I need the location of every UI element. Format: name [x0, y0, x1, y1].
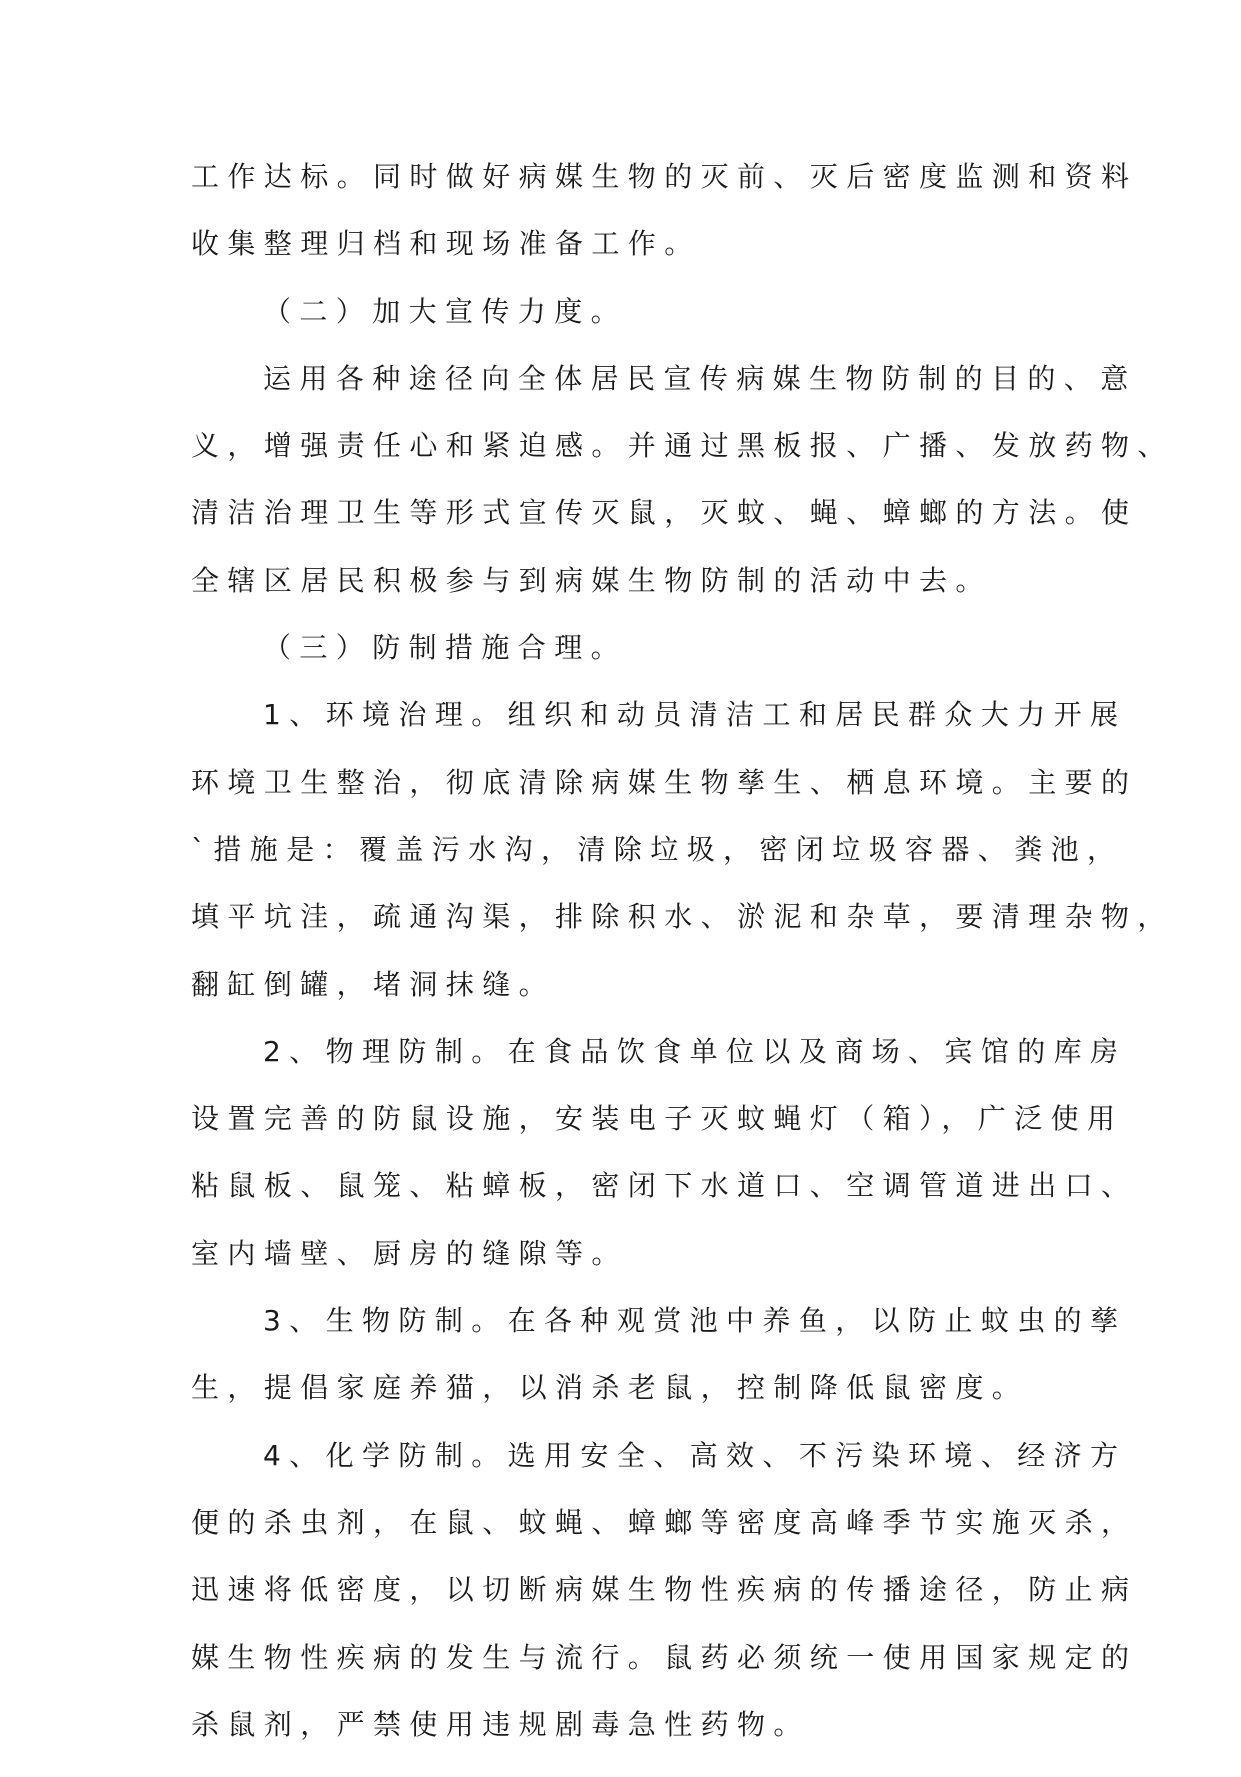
text-line: 4、化学防制。选用安全、高效、不污染环境、经济方 — [263, 1438, 1127, 1472]
text-line: 生，提倡家庭养猫，以消杀老鼠，控制降低鼠密度。 — [191, 1371, 1029, 1405]
text-line: 运用各种途径向全体居民宣传病媒生物防制的目的、意 — [263, 361, 1137, 395]
text-line: 2、物理防制。在食品饮食单位以及商场、宾馆的库房 — [263, 1034, 1127, 1068]
text-line: `措施是：覆盖污水沟，清除垃圾，密闭垃圾容器、粪池， — [191, 832, 1124, 866]
text-line: 杀鼠剂，严禁使用违规剧毒急性药物。 — [191, 1707, 810, 1741]
document-body — [191, 160, 1174, 1777]
section-heading: （二）加大宣传力度。 — [263, 294, 628, 328]
text-line: 便的杀虫剂，在鼠、蚊蝇、蟑螂等密度高峰季节实施灭杀， — [191, 1505, 1138, 1539]
text-line: 1、环境治理。组织和动员清洁工和居民群众大力开展 — [263, 698, 1127, 732]
text-line: 环境卫生整治，彻底清除病媒生物孳生、栖息环境。主要的 — [191, 765, 1138, 799]
text-line: 义，增强责任心和紧迫感。并通过黑板报、广播、发放药物、 — [191, 429, 1174, 463]
text-line: 填平坑洼，疏通沟渠，排除积水、淤泥和杂草，要清理杂物， — [191, 900, 1174, 934]
text-line: 室内墙壁、厨房的缝隙等。 — [191, 1236, 628, 1270]
text-line: 媒生物性疾病的发生与流行。鼠药必须统一使用国家规定的 — [191, 1640, 1138, 1674]
text-line: 全辖区居民积极参与到病媒生物防制的活动中去。 — [191, 563, 992, 597]
text-line: 3、生物防制。在各种观赏池中养鱼，以防止蚊虫的孳 — [263, 1304, 1127, 1338]
text-line: 迅速将低密度，以切断病媒生物性疾病的传播途径，防止病 — [191, 1573, 1138, 1607]
text-line: 收集整理归档和现场准备工作。 — [191, 227, 701, 261]
text-line: 粘鼠板、鼠笼、粘蟑板，密闭下水道口、空调管道进出口、 — [191, 1169, 1138, 1203]
section-heading: （三）防制措施合理。 — [263, 631, 628, 665]
text-line: 清洁治理卫生等形式宣传灭鼠，灭蚊、蝇、蟑螂的方法。使 — [191, 496, 1138, 530]
text-line: 工作达标。同时做好病媒生物的灭前、灭后密度监测和资料 — [191, 160, 1138, 193]
text-line: 设置完善的防鼠设施，安装电子灭蚊蝇灯（箱），广泛使用 — [191, 1102, 1124, 1136]
text-line: 翻缸倒罐，堵洞抹缝。 — [191, 967, 556, 1001]
